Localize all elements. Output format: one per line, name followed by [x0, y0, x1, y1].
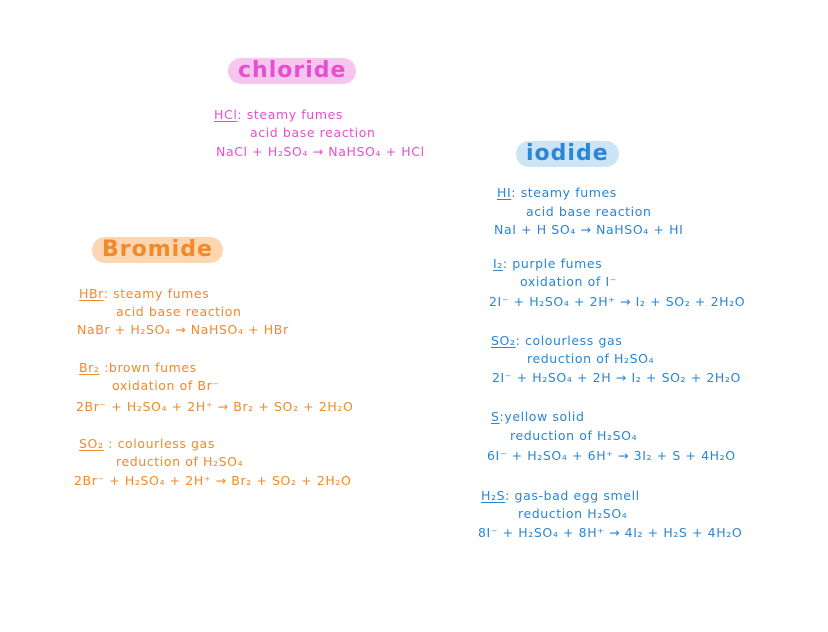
hbr-observation-line [79, 286, 209, 302]
hi-reaction-type: acid base reaction [526, 204, 652, 219]
i2-observation: purple fumes [512, 256, 603, 271]
h2s-separator: : [505, 488, 510, 503]
hbr-observation: steamy fumes [113, 286, 210, 301]
i2-equation: 2I⁻ + H₂SO₄ + 2H⁺ → I₂ + SO₂ + 2H₂O [489, 294, 746, 309]
s-label: S [491, 409, 500, 424]
so2-iodide-separator: : [515, 333, 521, 348]
so2-iodide-observation: colourless gas [524, 333, 623, 348]
hcl-separator: : [237, 107, 243, 122]
s-reaction-type: reduction of H₂SO₄ [510, 428, 638, 443]
so2-iodide-equation: 2I⁻ + H₂SO₄ + 2H → I₂ + SO₂ + 2H₂O [492, 370, 741, 385]
hi-observation-line [497, 185, 617, 201]
s-equation: 6I⁻ + H₂SO₄ + 6H⁺ → 3I₂ + S + 4H₂O [487, 448, 736, 463]
s-observation-line [491, 409, 584, 425]
hi-separator: : [511, 185, 517, 200]
br2-equation: 2Br⁻ + H₂SO₄ + 2H⁺ → Br₂ + SO₂ + 2H₂O [76, 399, 354, 414]
br2-observation-line [79, 360, 197, 376]
so2-iodide-observation-line [491, 333, 622, 349]
hbr-separator: : [103, 286, 109, 301]
hi-label: HI [497, 185, 512, 200]
so2-bromide-reaction-type: reduction of H₂SO₄ [116, 454, 244, 469]
hbr-label: HBr [79, 286, 104, 301]
iodide-title: iodide [516, 141, 619, 167]
s-separator: : [499, 409, 505, 424]
so2-bromide-equation: 2Br⁻ + H₂SO₄ + 2H⁺ → Br₂ + SO₂ + 2H₂O [74, 473, 352, 488]
i2-label: I₂ [493, 256, 503, 271]
br2-reaction-type: oxidation of Br⁻ [112, 378, 220, 393]
hcl-observation: steamy fumes [246, 107, 344, 122]
so2-bromide-label: SO₂ [79, 436, 104, 451]
bromide-title: Bromide [92, 237, 223, 263]
i2-separator: : [502, 256, 508, 271]
hi-equation: NaI + H SO₄ → NaHSO₄ + HI [494, 222, 684, 237]
so2-iodide-reaction-type: reduction of H₂SO₄ [527, 351, 655, 366]
br2-separator: : [104, 360, 109, 375]
h2s-observation-line [481, 488, 640, 504]
so2-iodide-label: SO₂ [491, 333, 516, 348]
hcl-label: HCl [214, 107, 238, 122]
h2s-label: H₂S [481, 488, 506, 503]
chloride-title: chloride [228, 58, 356, 84]
h2s-equation: 8I⁻ + H₂SO₄ + 8H⁺ → 4I₂ + H₂S + 4H₂O [478, 525, 743, 540]
so2-bromide-observation-line [79, 436, 215, 452]
i2-observation-line [493, 256, 602, 272]
br2-label: Br₂ [79, 360, 100, 375]
hcl-equation: NaCl + H₂SO₄ → NaHSO₄ + HCl [216, 144, 425, 159]
hcl-reaction-type: acid base reaction [250, 125, 376, 140]
hcl-observation-line [214, 107, 343, 123]
hi-observation: steamy fumes [520, 185, 617, 200]
i2-reaction-type: oxidation of I⁻ [520, 274, 617, 289]
so2-bromide-separator: : [108, 436, 113, 451]
s-observation: yellow solid [504, 409, 585, 424]
so2-bromide-observation: colourless gas [117, 436, 215, 451]
h2s-reaction-type: reduction H₂SO₄ [518, 506, 628, 521]
hbr-reaction-type: acid base reaction [116, 304, 242, 319]
h2s-observation: gas-bad egg smell [514, 488, 640, 503]
br2-observation: brown fumes [108, 360, 197, 375]
hbr-equation: NaBr + H₂SO₄ → NaHSO₄ + HBr [77, 322, 289, 337]
